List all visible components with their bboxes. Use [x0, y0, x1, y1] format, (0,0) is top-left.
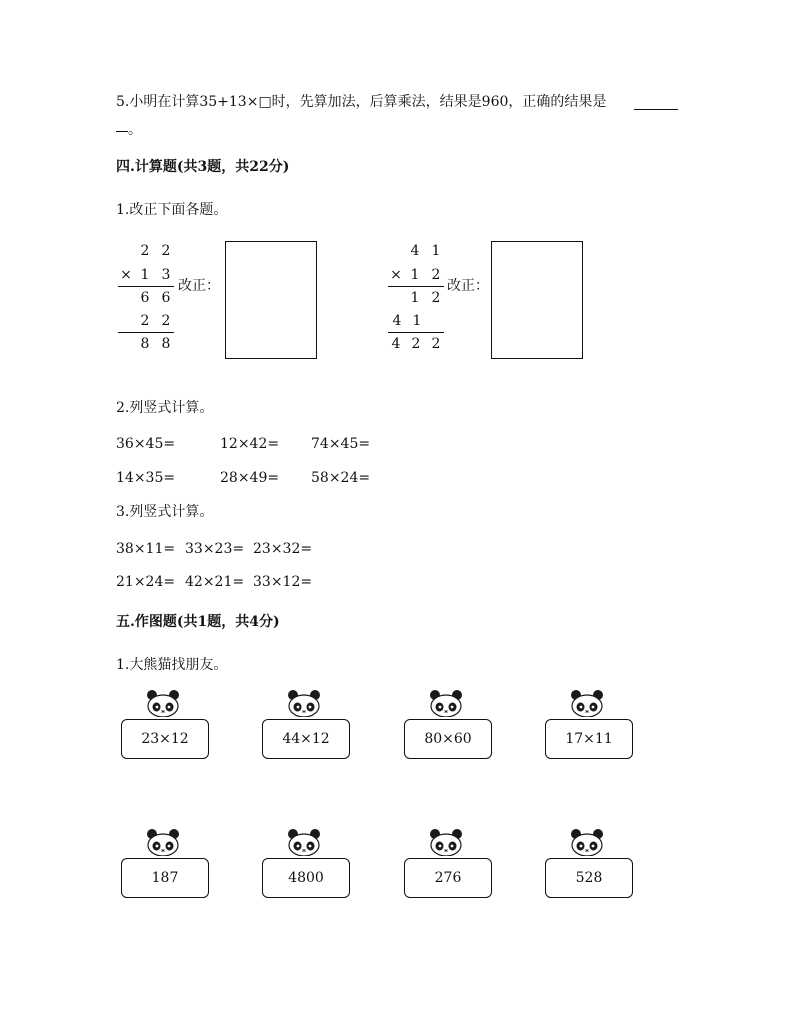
result-card: 528: [545, 858, 633, 898]
digit: 2: [161, 313, 171, 329]
calc-rule: [118, 286, 174, 287]
expression-4-2-d: 14×35=: [116, 470, 176, 486]
digit: 2: [431, 336, 441, 352]
digit: 2: [431, 267, 441, 283]
expression-4-3-d: 21×24=: [116, 574, 176, 590]
result-card: 187: [121, 858, 209, 898]
digit: 4: [392, 313, 402, 329]
answer-blank-5[interactable]: [634, 109, 678, 110]
expression-4-3-c: 23×32=: [253, 541, 313, 557]
expression-4-3-f: 33×12=: [253, 574, 313, 590]
panda-icon: [286, 689, 322, 717]
correct-label-2: 改正：: [447, 278, 489, 294]
panda-icon: [428, 828, 464, 856]
times-sign: ×: [390, 267, 402, 283]
panda-icon: [145, 828, 181, 856]
expression-card: 17×11: [545, 719, 633, 759]
expression-4-2-a: 36×45=: [116, 436, 176, 452]
expression-4-2-f: 58×24=: [311, 470, 371, 486]
digit: 1: [410, 290, 420, 306]
question-4-3-prompt: 3.列竖式计算。: [116, 504, 214, 520]
digit: 3: [161, 267, 171, 283]
digit: 8: [140, 336, 150, 352]
expression-4-3-e: 42×21=: [185, 574, 245, 590]
digit: 1: [410, 267, 420, 283]
digit: 2: [140, 313, 150, 329]
result-card: 276: [404, 858, 492, 898]
panda-icon: [145, 689, 181, 717]
panda-icon: [569, 828, 605, 856]
digit: 4: [391, 336, 401, 352]
question-4-1-prompt: 1.改正下面各题。: [116, 202, 228, 218]
panda-icon: [428, 689, 464, 717]
digit: 2: [161, 243, 171, 259]
correct-label-1: 改正：: [178, 278, 220, 294]
digit: 6: [161, 290, 171, 306]
digit: 8: [161, 336, 171, 352]
vertical-calculation-1: [118, 242, 178, 357]
expression-4-3-a: 38×11=: [116, 541, 176, 557]
digit: 2: [411, 336, 421, 352]
expression-4-2-c: 74×45=: [311, 436, 371, 452]
section-4-heading: 四.计算题(共3题，共22分): [116, 159, 290, 175]
digit: 4: [410, 243, 420, 259]
expression-4-2-e: 28×49=: [220, 470, 280, 486]
expression-card: 23×12: [121, 719, 209, 759]
panda-icon: [569, 689, 605, 717]
question-5-text: 5.小明在计算35+13×□时，先算加法，后算乘法，结果是960，正确的结果是: [116, 94, 607, 110]
times-sign: ×: [120, 267, 132, 283]
calc-rule: [118, 332, 174, 333]
correction-box-1[interactable]: [225, 241, 317, 359]
expression-4-3-b: 33×23=: [185, 541, 245, 557]
question-5-1-prompt: 1.大熊猫找朋友。: [116, 657, 228, 673]
digit: 2: [140, 243, 150, 259]
digit: 2: [431, 290, 441, 306]
expression-4-2-b: 12×42=: [220, 436, 280, 452]
answer-blank-5-cont[interactable]: [116, 131, 128, 132]
vertical-calculation-2: [388, 242, 448, 357]
digit: 6: [140, 290, 150, 306]
expression-card: 80×60: [404, 719, 492, 759]
digit: 1: [140, 267, 150, 283]
calc-rule: [388, 286, 444, 287]
panda-icon: [286, 828, 322, 856]
question-4-2-prompt: 2.列竖式计算。: [116, 400, 214, 416]
calc-rule: [388, 332, 444, 333]
section-5-heading: 五.作图题(共1题，共4分): [116, 614, 280, 630]
digit: 1: [431, 243, 441, 259]
question-5-tail: 。: [128, 122, 142, 138]
correction-box-2[interactable]: [491, 241, 583, 359]
digit: 1: [412, 313, 422, 329]
expression-card: 44×12: [262, 719, 350, 759]
result-card: 4800: [262, 858, 350, 898]
